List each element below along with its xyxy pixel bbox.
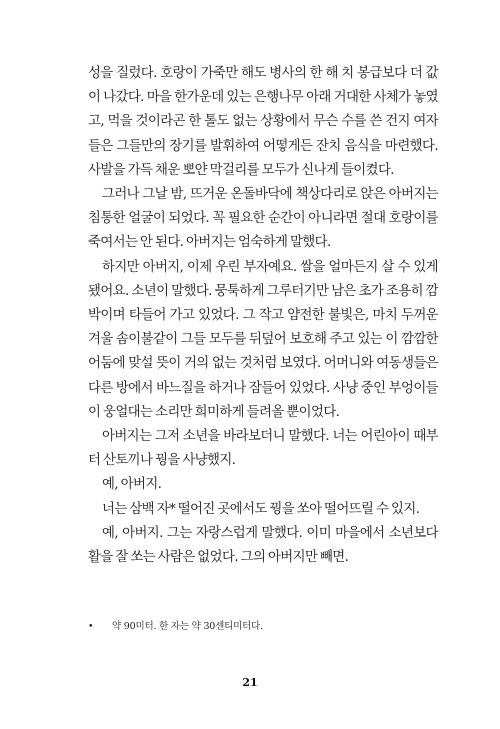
- footnote-marker: •: [88, 621, 94, 632]
- paragraph: 그러나 그날 밤, 뜨거운 온돌바닥에 책상다리로 앉은 아버지는 침통한 얼굴이 되었다. 꼭 필요한 순간이 아니라면 절대 호랑이를 죽여서는 안 된다. 아버지는 엄숙하게 말했다.: [88, 187, 438, 251]
- footnote: [88, 620, 448, 634]
- paragraph: 예, 아버지.: [102, 477, 162, 493]
- page-number: 21: [242, 676, 258, 689]
- footnote-text: 약 90미터. 한 자는 약 30센티미터다.: [112, 621, 263, 632]
- paragraph: 너는 삼백 자* 떨어진 곳에서도 꿩을 쏘아 떨어뜨릴 수 있지.: [102, 501, 420, 517]
- paragraph: 아버지는 그저 소년을 바라보더니 말했다. 너는 어린아이 때부터 산토끼나 꿩을 사냥했지.: [88, 429, 438, 469]
- body-text: [88, 62, 438, 570]
- paragraph: 하지만 아버지, 이제 우린 부자예요. 쌀을 얼마든지 살 수 있게 됐어요. 소년이 말했다. 뭉툭하게 그루터기만 남은 초가 조용히 깜박이며 타들어 가고 있었다. 그 작고 얌전한 불빛은, 마치 두꺼운 겨울 솜이불같이 그들 모두를 뒤덮어 보호해 주고 있는 이 깜깜한 어둠에 맞설 뜻이 거의 없는 것처럼 보였다. 어머니와 여동생들은 다른 방에서 바느질을 하거나 잠들어 있었다. 사냥 중인 부엉이들이 웅얼대는 소리만 희미하게 들려올 뿐이었다.: [88, 259, 438, 420]
- paragraph: 성을 질렀다. 호랑이 가죽만 해도 병사의 한 해 치 봉급보다 더 값이 나갔다. 마을 한가운데 있는 은행나무 아래 거대한 사체가 놓였고, 먹을 것이라곤 한 톨도 없는 상황에서 무슨 수를 쓴 건지 여자들은 그들만의 장기를 발휘하여 어떻게든 잔치 음식을 마련했다. 사발을 가득 채운 뽀얀 막걸리를 모두가 신나게 들이켰다.: [88, 66, 438, 178]
- paragraph: 예, 아버지. 그는 자랑스럽게 말했다. 이미 마을에서 소년보다 활을 잘 쏘는 사람은 없었다. 그의 아버지만 빼면.: [88, 525, 438, 566]
